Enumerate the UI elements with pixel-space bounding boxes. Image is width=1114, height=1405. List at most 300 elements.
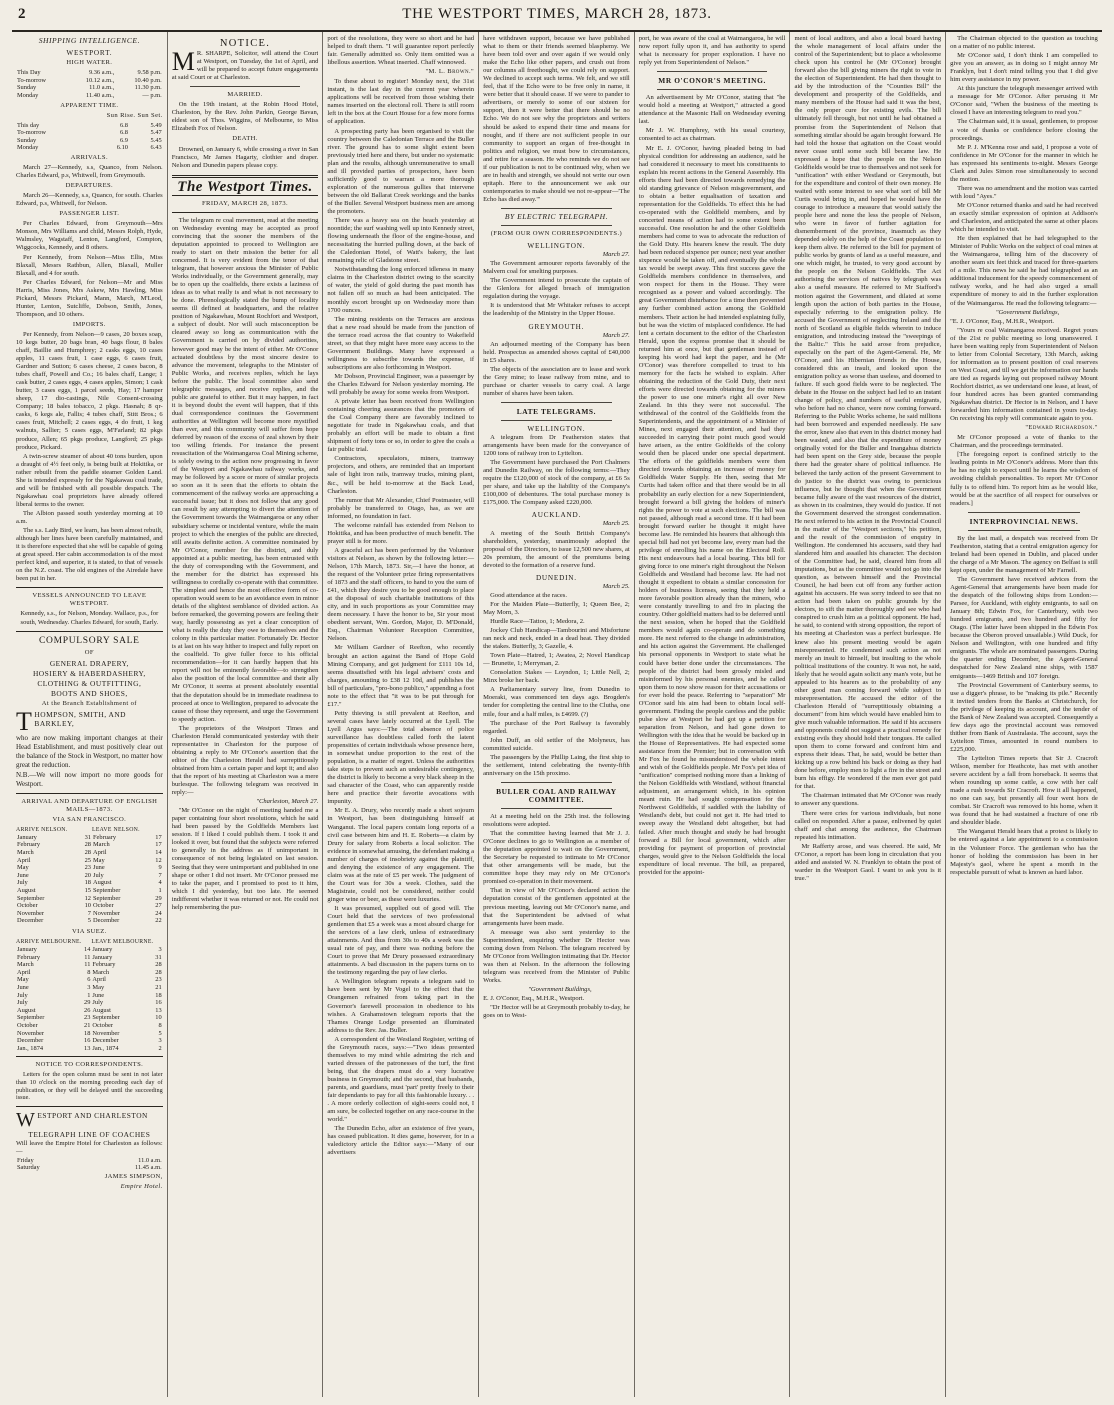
table-cell: June bbox=[93, 864, 105, 872]
article-paragraph: port, he was aware of the coal at Waimangaroa, he will now report fully upon it, and has authority to spend what is necessary for proper exploration. I have no reply yet from Superintendent of Nelson." bbox=[638, 35, 786, 67]
correspondents-text: Letters for the open column must be sent in not later than 10 o'clock on the morning preceding each day of publication, or they will be delayed until the succeeding issue. bbox=[16, 1071, 163, 1102]
table-cell: 3 bbox=[87, 984, 91, 992]
news-paragraph: A prospecting party has been organised to visit the country between the Caledonian Terrace and the Buller river. The ground has to some slight extent been previously tried here and there, but under no systematic plan and the results, although unremunerative to small and ill provided parties of prospectors, have been sufficiently good to warrant a more thorough exploration of the numerous gullies that intervene between the old Ballarat Creek workings and the banks of the Buller. Several Westport business men are among the promoters. bbox=[327, 127, 475, 215]
table-cell: February bbox=[17, 841, 41, 849]
table-row bbox=[16, 917, 163, 925]
table-row bbox=[16, 1030, 163, 1038]
table-cell: March bbox=[93, 841, 110, 849]
table-row bbox=[16, 999, 163, 1007]
table-row bbox=[16, 84, 163, 92]
table-cell: 28 bbox=[84, 849, 91, 857]
table-cell: This Day bbox=[17, 69, 41, 77]
table-cell: August bbox=[93, 879, 112, 887]
table-cell: May bbox=[92, 984, 105, 992]
table-cell: Jan., 1874 bbox=[17, 1044, 44, 1052]
news-paragraph: Petty thieving is still prevalent at Reefton, and several cases have lately occurred at the Lyell. The Lyell Argus says:—The total absence of police surveillance has doubtless called forth the latent propensities of certain individuals whose presence here, in somewhat undue proportion to the rest of the population, is a matter of regret. Unless the authorities take steps to prevent such an undesirable contingency, the district is likely to become a very black sheep in the sad character of the Coast, who can apparently reside here and practice their favorite avocations with impunity. bbox=[327, 709, 475, 806]
wellington-date: March 27. bbox=[602, 251, 630, 259]
auckland-heading: AUCKLAND. bbox=[531, 511, 582, 520]
sale-at: At the Branch Establishment of bbox=[41, 699, 137, 707]
gov-buildings: "Government Buildings, bbox=[995, 308, 1060, 316]
table-cell: 6.9 bbox=[119, 136, 128, 144]
greymouth-heading: GREYMOUTH. bbox=[528, 322, 585, 331]
table-cell: December bbox=[93, 917, 120, 925]
table-cell: 9.36 a.m., bbox=[88, 69, 115, 77]
divider bbox=[501, 225, 612, 226]
meeting-paragraph: The Chairman intimated that Mr O'Conor was ready to answer any questions. bbox=[794, 792, 942, 808]
table-cell: April bbox=[17, 856, 31, 864]
coach-heading-text: ESTPORT AND CHARLESTON bbox=[37, 1110, 148, 1120]
notice-heading: NOTICE. bbox=[219, 38, 271, 49]
coach-body: Will leave the Empire Hotel for Charleston as follows:— bbox=[16, 1139, 163, 1155]
table-cell: 28 bbox=[84, 841, 91, 849]
divider bbox=[657, 71, 768, 72]
table-cell: 25 bbox=[84, 856, 91, 864]
table-cell: July bbox=[92, 999, 104, 1007]
imports-heading: IMPORTS. bbox=[72, 320, 106, 328]
table-cell: December bbox=[17, 917, 44, 925]
meeting-paragraph: Mr O'Conor returned thanks and said he had received an exactly similar expression of opinion at Addison's and Charleston, and anticipated the same at other places which he intended to visit. bbox=[950, 201, 1098, 234]
table-row bbox=[16, 872, 163, 880]
dunedin-paragraph: Jockey Club Handicap—Tambourini and Misfortune ran neck and neck, ended in a dead heat. They divided the stakes. Butterfly, 3; Gazelle, 4. bbox=[483, 627, 630, 651]
table-cell: 10 bbox=[155, 1014, 162, 1022]
news-paragraph: The rumor that Mr Alexander, Chief Postmaster, will probably be transferred to Otago, has, as we are informed, no foundation in fact. bbox=[327, 496, 475, 520]
table-cell: June bbox=[17, 871, 29, 879]
table-row bbox=[16, 92, 163, 100]
table-cell: July bbox=[17, 879, 28, 887]
table-cell: Sunday bbox=[17, 136, 37, 144]
table-cell: September bbox=[93, 894, 121, 902]
table-cell: April bbox=[17, 968, 31, 976]
table-cell: June bbox=[17, 984, 29, 992]
sale-nb: N.B.—We will now import no more goods for Westport. bbox=[16, 770, 163, 788]
divider bbox=[657, 89, 768, 90]
wellington-paragraph: The Government armourer reports favorably of the Malvern coal for smelting purposes. bbox=[483, 260, 630, 276]
table-cell: 6 bbox=[87, 976, 91, 984]
table-cell: 8 bbox=[158, 1022, 162, 1029]
death-text: Drowned, on January 6, while crossing a river in San Francisco, Mr James Hagarty, clothier and draper. Nelson and Dunedin papers please copy. bbox=[171, 145, 319, 169]
table-row bbox=[16, 864, 163, 872]
table-cell: February bbox=[17, 953, 41, 961]
shipping-note: The s.s. Lady Bird, we learn, has been almost rebuilt, although her lines have been carefully maintained, and it is therefore expected that she will be capable of going at great speed. Her cabin accommodation is of the most perfect kind, and superior, it is stated, to that of vessels on the N.Z. coast. The old engines of the Airedale have been put in her. bbox=[16, 527, 163, 583]
table-cell: 11.0 a.m., bbox=[89, 84, 115, 92]
table-cell: 1 bbox=[87, 991, 91, 999]
table-cell: January bbox=[92, 946, 113, 954]
editorial-paragraph: The telegram re coal movement, read at the meeting on Wednesday evening may be accepted as proof convincing that the sooner the members of the deputation appointed to proceed to Wellington are ready to start on their mission the better for all concerned. It is very evident from the tenor of that telegram, that however anxious the Minister of Public Works individually, or the Government generally, may be to open up the coalfields, there exists a laziness of ideas as to what really is and what is not necessary to be done. Phrenologically stated the bump of locality seems ill defined at headquarters, and the relative position of Ngakawhau, Mount Rochfort and Westport, a subject of doubt. Nor will such misconception be cleared away so long as communication with the Government is carried on by divided authorities, however good may be the intent of either. Mr O'Conor actuated doubtless by the most sincere desire to advance the movement, telegraphs to the Minister of Public Works, and receives replies, which he lays before the public. The local committee also send telegraphic messages, and receive replies, and the public are grateful to either. But it may happen, in fact it is beyond doubt the event will happen, that if this dual correspondence continues the Government authorities at Wellington will become more mystified than ever, and this community will suffer from hope deferred by reason of the excess of zeal shown by their too willing friends. For instance the present resuscitation of the Waimangaroa Coal Mining scheme, is solely owing to the action now progressing in favor of the Westport and Ngakawhau railway works, and may be followed by a score or more of similar projects so soon as it is seen that the efforts to obtain the commencement of the railway works are approaching a successful issue; but it does not follow that any good can result by any attempting to divert the attention of the Government towards the Waimangaroa or any other subsidiary scheme or incidental venture, while the main project to which the energies of the public are directed, still awaits definite action. A committee nominated by Mr O'Conor, member for the district, and duly appointed at a public meeting, has been entrusted with the duty of corresponding with the Government, and the member for the district has expressed his willingness to cordially co-operate with that committee. The simplest and hence the most effective form of co-operation would seem to be an avoidance even in minor details of the slightest semblance of divided action. As before remarked, the governing powers are feeling their way, hardly possessing as yet a clear conception of what is really the duty they owe to themselves and the colony in this particular matter. Fortunately Dr. Hector is at last on his way hither to inspect and fully report on the coalfield. To give fuller force to his official recommendation—for it can hardly happen that his report will not be eminently favorable—to strengthen also the position of the local committee and their ally Mr O'Conor, it seems at present absolutely essential that the deputation should be in immediate readiness to proceed at once to Wellington, prepared to advocate the cause of those they represent, and urge the Government to speedy action. bbox=[171, 216, 319, 723]
table-cell: April bbox=[93, 849, 107, 857]
table-cell: 9.58 p.m. bbox=[137, 69, 162, 77]
table-cell: 6.8 bbox=[119, 121, 128, 129]
mails-col-header: ARRIVE MELBOURNE. bbox=[16, 939, 82, 946]
table-cell: 7 bbox=[87, 909, 91, 917]
notice-ad bbox=[172, 50, 319, 82]
notice-initial: M bbox=[171, 50, 195, 77]
table-cell: This day bbox=[17, 121, 40, 129]
news-paragraph: Mr E. A. Drury, who recently made a short sojourn in Westport, has been distinguishing himself at Wanganui. The local papers contain long reports of a civil case between him and H. E. Roberts—a claim by Drury for salary from Roberts a local solicitor. The evidence in somewhat amusing, the defendant making a number of charges of insobriety against the plaintiff, and denying the existence of any engagement. The claim was at the rate of £5 per week. The judgment of the Court was for 30s a week. Clothes, said the Magistrate, could not be considered, neither could ginger wine or beer, as these were luxuries. bbox=[327, 807, 475, 903]
table-cell: 20 bbox=[84, 871, 91, 879]
dunedin-paragraph: John Duff, an old settler of the Molyneux, has committed suicide. bbox=[483, 736, 630, 752]
masthead bbox=[12, 6, 1102, 32]
columns bbox=[12, 32, 1102, 1397]
editorial-paragraph: The proprietors of the Westport Times and Charleston Herald communicated yesterday with their representative in Charleston for the purpose of obtaining a reply to Mr O'Conor's assertion that the editor of the Charleston Herald had surreptitiously obtained from him a certain paper and kept it; and also that the report of his meeting at Charleston was a mere burlesque. The following telegram was received in reply:— bbox=[171, 724, 319, 797]
gov-addressee: E. J. O'Conor, Esq., M.H.R., Westport. bbox=[483, 995, 585, 1003]
mails-heading: ARRIVAL AND DEPARTURE OF ENGLISH MAILS—1873. bbox=[21, 797, 158, 813]
table-cell: September bbox=[92, 1014, 120, 1022]
meeting-paragraph: The Chairman said, it is usual, gentlemen, to propose a vote of thanks or confidence before closing the proceedings. bbox=[950, 118, 1098, 142]
sale-firm-initial: T bbox=[16, 709, 33, 733]
divider bbox=[16, 587, 163, 588]
correspondents-heading: NOTICE TO CORRESPONDENTS. bbox=[35, 1061, 144, 1069]
vessels-heading: VESSELS ANNOUNCED TO LEAVE WESTPORT. bbox=[32, 592, 147, 608]
table-cell: 17 bbox=[155, 833, 162, 841]
telegram-date: "Charleston, March 27. bbox=[256, 798, 319, 806]
table-cell: 14 bbox=[84, 946, 91, 954]
table-cell: 10 bbox=[84, 902, 91, 910]
table-cell: To-morrow bbox=[17, 129, 47, 137]
divider bbox=[172, 212, 319, 213]
paper-nameplate: The Westport Times. bbox=[177, 178, 313, 195]
table-cell: 22 bbox=[155, 917, 162, 925]
table-cell: December bbox=[92, 1037, 119, 1045]
table-cell: July bbox=[93, 871, 104, 879]
table-row bbox=[16, 857, 163, 865]
table-cell: 1 bbox=[158, 887, 162, 894]
table-cell: November bbox=[17, 1029, 44, 1037]
table-row bbox=[16, 137, 163, 145]
meeting-paragraph: There was no amendment and the motion was carried with loud "Ayes." bbox=[950, 184, 1098, 200]
table-cell: 14 bbox=[155, 849, 162, 857]
table-cell: August bbox=[92, 1006, 111, 1014]
table-cell: 23 bbox=[84, 864, 91, 872]
sale-body: who are now making important changes at their Head Establishment, and must positively clear out the balance of the Stock in Westport, no matter how great the reduction. bbox=[16, 733, 163, 769]
gov-telegram: "Dr Hector will be at Greymouth probably to-day, he goes on to West- bbox=[483, 1004, 630, 1020]
interprovincial-paragraph: The Lyttelton Times reports that Sir J. Cracroft Wilson, member for Heathcote, has met with another severe accident by a fall from horseback. It seems that when rounding up some cattle, a cow with her calf made a rush towards Sir Cracroft. How it all happened, no one can say, but presently all four went hors de combat. Sir Cracroft was removed to his home, when it was found that he had sustained a fracture of one rib and shoulder blade. bbox=[950, 754, 1098, 827]
meeting-paragraph: Mr Rafferty arose, and was cheered. He said, Mr O'Conor, a report has been long in circulation that you aided and assisted W. N. Franklyn to obtain the post of warder in the Westport Gaol. I want to ask you is it true." bbox=[794, 842, 942, 882]
table-cell: 31 bbox=[155, 953, 162, 961]
departures-text: March 26—Kennedy, s.s, Quanco, for south. Charles Edward, p.s, Whitwell, for Nelson. bbox=[16, 192, 163, 208]
table-row bbox=[16, 122, 163, 130]
death-heading: DEATH. bbox=[232, 135, 258, 143]
table-cell: 31 bbox=[84, 833, 91, 841]
table-row bbox=[16, 910, 163, 918]
coach-times bbox=[16, 1157, 163, 1172]
divider bbox=[501, 808, 612, 809]
sale-line: HOSIERY & HABERDASHERY, bbox=[32, 668, 146, 678]
auckland-date: March 25. bbox=[602, 520, 630, 528]
coach-signature: JAMES SIMPSON, bbox=[104, 1173, 163, 1181]
shipping-note: A twin-screw steamer of about 40 tons burden, upon a draught of 4½ feet only, is being built at Hokitika, or rather rebuilt from the paddle steamer Golden Land. She is intended expressly for the Ngakawau coal trade, and will be finished with all possible despatch. The Ngakawhau coal proprietors have already offered liberal terms to the owner. bbox=[16, 452, 163, 508]
news-paragraph: Mr William Gardner of Reefton, who recently brought an action against the Band of Hope Gold Mining Company, and got judgment for £111 10s 1d, seems dissatisfied with his legal advisers' costs and charges, amounting to £38 12 10d, and publishes the bill of particulars, "pro-bono publico," appending a foot note to the effect that "it was to be put through for £17." bbox=[327, 644, 475, 708]
table-cell: January bbox=[17, 946, 37, 954]
auckland-paragraph: A meeting of the South British Company's shareholders, yesterday, unanimously adopted the proposal of the Directors, to issue 12,500 new shares, at 20s premium, the amount of the premiums being devoted to the formation of a reserve fund. bbox=[483, 529, 630, 569]
table-cell: 7 bbox=[158, 871, 162, 879]
news-paragraph: Notwithstanding the long enforced idleness in many claims in the Charleston district owing to the scarcity of water, the yield of gold during the past month has not fallen off so much as had been anticipated. The monthly escort brought up on Wednesday more than 1700 ounces. bbox=[327, 266, 475, 314]
table-row bbox=[16, 984, 163, 992]
table-cell: May bbox=[17, 864, 29, 872]
telegram-text: "Yours re coal Waimangaroa received. Regret yours of the 21st re public meeting so long unanswered. I have been waiting reply from Superintendent of Nelson to letter from Colonial Secretary, 13th March, asking for information as to present position of coal reserves on West Coast, and till we get the information our hands are tied as regards laying out proposed railway Mount Rochfort district, as we understand one lease, at least, of four hundred acres has been granted commanding Ngakawhau district. Dr Hector is in Nelson, and I have forwarded him information contained in yours to-day. On receiving his reply will communicate again to you. bbox=[950, 326, 1098, 423]
table-cell: 16 bbox=[155, 999, 162, 1007]
married-text: On the 19th instant, at the Robin Hood Hotel, Charleston, by the Rev. John Parkin, George Bavan, eldest son of Thos. Wiggins, of Melbourne, to Miss Elizabeth Fox of Nelson. bbox=[171, 101, 319, 133]
table-cell: 28 bbox=[155, 961, 162, 969]
sale-line: CLOTHING & OUTFITTING, bbox=[37, 678, 142, 688]
apparent-time-heading: APPARENT TIME. bbox=[60, 101, 119, 109]
mails-sf-heading: VIA SAN FRANCISCO. bbox=[52, 815, 127, 823]
news-paragraph: To these about to register! Monday next, the 31st instant, is the last day in the current year wherein applications will be received from those wishing their names inserted on the electoral roll. There is still room left in the box at the Court House for a few more forms of application. bbox=[327, 78, 475, 126]
shipping-heading: SHIPPING INTELLIGENCE. bbox=[38, 36, 140, 45]
table-cell: April bbox=[92, 976, 106, 984]
table-row bbox=[16, 946, 163, 954]
table-cell: 3 bbox=[158, 1037, 162, 1045]
divider bbox=[172, 175, 319, 178]
table-row bbox=[16, 1157, 163, 1165]
sale-firm bbox=[16, 710, 163, 733]
table-cell: 13 bbox=[155, 1006, 162, 1014]
table-row bbox=[16, 841, 163, 849]
table-cell: November bbox=[93, 909, 120, 917]
table-cell: October bbox=[17, 1022, 38, 1029]
table-cell: 11.30 p.m. bbox=[134, 84, 162, 92]
passenger-item: Per Charles Edward, from Greymouth—Mrs Monson, Mrs Williams and child, Messrs Rolph, Hyde, Walmsley, Wagstaff, Lenton, Langford, Compton, Wiggcocks, Kennedy, and 8 others. bbox=[16, 220, 163, 252]
high-water-heading: HIGH WATER. bbox=[66, 59, 113, 67]
buller-paragraph: A message was also sent yesterday to the Superintendent, enquiring whether Dr Hector was coming down from Nelson. The telegram received by Mr O'Conor from Wellington intimating that Dr. Hector was then at Nelson. In the afternoon the following telegram was received from the Minister of Public Works. bbox=[483, 928, 630, 984]
meeting-paragraph: He then explained that he had telegraphed to the Minister of Public Works on the subject of coal mines at the Waimangaroa, telling him of the discovery of another seam six feet thick and traced for three-quarters of a mile. This news he said he had telegraphed as an additional inducement for the speedy commencement of railway works, and he had also urged a small expenditure of money to aid in the further exploration of the Waimangaroa. He read the following telegram:— bbox=[950, 235, 1098, 307]
news-paragraph: A Wellington telegram repeats a telegram said to have been sent by Mr Vogel to the effect that the Orangemen refrained from taking part in the Governor's farewell procession in obedience to his wishes. A Grahamstown telegram reports that the Thames Orange Lodge presented an illuminated address to the Rev. Jas. Buller. bbox=[327, 978, 475, 1034]
table-cell: 3 bbox=[158, 946, 162, 954]
table-cell: 6.10 bbox=[116, 144, 128, 152]
meeting-heading: MR O'CONOR'S MEETING. bbox=[658, 76, 766, 86]
dunedin-paragraph: Town Plate—Hatred, 1; Awatea, 2; Novel Handicap — Brunette, 1; Merryman, 2. bbox=[483, 652, 630, 668]
editor-note: [The foregoing report is confined strictly to the leading points in Mr O'Conor's address. More than this he has no right to expect until he learns the wisdom of avoiding childish personalities. To report Mr O'Conor fully is to offend him. To report him as he would like, would be at the sacrifice of all respect for ourselves or readers.] bbox=[950, 451, 1098, 507]
column-4 bbox=[479, 32, 635, 1397]
table-row bbox=[16, 992, 163, 1000]
notice-body: R. SHARPE, Solicitor, will attend the Court at Westport, on Tuesday, the 1st of April, and will be prepared to accept future engagements at said Court or at Charleston. bbox=[171, 50, 319, 82]
table-row bbox=[16, 1014, 163, 1022]
meeting-paragraph: Mr O'Conor said, I don't think I am compelled to give you an answer, as in doing so I might annoy Mr Franklyn, but I don't mind telling you that I did give him every assistance in my power. bbox=[950, 52, 1098, 84]
greymouth-paragraph: The objects of the association are to lease and work the Grey mine; to lease railway from mine, and to purchase or charter vessels to carry coal. A large number of shares have been taken. bbox=[483, 365, 630, 397]
table-row bbox=[16, 1045, 163, 1053]
table-cell: 21 bbox=[155, 984, 162, 992]
table-cell: 5.49 bbox=[150, 121, 162, 129]
article-paragraph: Mr O'Conor proposed a vote of thanks to the Chairman, and the proceedings terminated. bbox=[950, 434, 1098, 450]
table-row bbox=[16, 954, 163, 962]
news-paragraph: A private letter has been received from Wellington containing cheering assurances that the promoters of the Coal Company there are favorably inclined to negotiate for trade in Ngakawhau coals, and that probably an effort will be made to obtain a first shipment of forty tons or so, in order to give the coals a fair public trial. bbox=[327, 398, 475, 454]
table-cell: March bbox=[92, 968, 110, 976]
telegraph-heading: BY ELECTRIC TELEGRAPH. bbox=[504, 211, 608, 221]
divider bbox=[968, 530, 1080, 531]
table-row bbox=[16, 129, 163, 137]
news-paragraph: The mining residents on the Terraces are anxious that a new road should be made from the junction of the terrace road across the flat country to Wakefield street, so that they might have more easy access to the Government Buildings. Many have expressed a willingness to subscribe towards the expense, if subscriptions are also forthcoming in Westport. bbox=[327, 315, 475, 371]
table-cell: 8 bbox=[87, 968, 91, 976]
table-row bbox=[16, 1022, 163, 1030]
meeting-paragraph: Mr P. J. M'Kenna rose and said, I propose a vote of confidence in Mr O'Conor for the manner in which he has expressed his sentiments to-night. Messrs George Clark and Jules Simon rose simultaneously to second the motion. bbox=[950, 143, 1098, 183]
passenger-item: Per Kennedy, from Nelson—Miss Ellis, Miss Blaxall, Messrs Rathbun, Allen, Blaxall, Muller Blaxall, and 4 for south. bbox=[16, 253, 163, 277]
table-cell: Friday bbox=[17, 1156, 34, 1164]
mails-col-header: LEAVE NELSON. bbox=[92, 826, 140, 833]
table-cell: 13 bbox=[84, 1044, 91, 1052]
buller-paragraph: At a meeting held on the 25th inst. the following resolutions were adopted. bbox=[483, 812, 630, 829]
table-cell: To-morrow bbox=[17, 76, 47, 84]
table-row bbox=[16, 976, 163, 984]
table-cell: October bbox=[92, 1022, 114, 1029]
married-heading: MARRIED. bbox=[227, 91, 263, 99]
table-cell: October bbox=[93, 902, 114, 910]
sale-of: OF bbox=[84, 648, 94, 656]
divider bbox=[501, 402, 612, 403]
dunedin-heading: DUNEDIN. bbox=[535, 573, 577, 582]
dunedin-paragraph: The purchase of the Port Railway is favorably regarded. bbox=[483, 719, 630, 735]
coach-heading bbox=[16, 1111, 163, 1129]
meeting-paragraph: The Chairman objected to the question as touching on a matter of no public interest. bbox=[950, 35, 1098, 51]
table-row bbox=[16, 69, 163, 77]
table-cell: 29 bbox=[84, 999, 91, 1007]
table-cell: June bbox=[92, 991, 105, 999]
table-cell: 5 bbox=[158, 1029, 162, 1037]
table-row bbox=[16, 887, 163, 895]
table-cell: August bbox=[17, 887, 36, 894]
arrivals-heading: ARRIVALS. bbox=[70, 153, 109, 161]
table-cell: Monday bbox=[17, 91, 39, 99]
late-paragraph: A telegram from Dr Featherston states that arrangements have been made for the conveyance of 1200 tons of railway iron to Lyttelton. bbox=[483, 434, 630, 458]
table-cell: 17 bbox=[155, 841, 162, 849]
table-cell: February bbox=[93, 833, 117, 841]
table-cell: 23 bbox=[84, 1014, 91, 1022]
meeting-paragraph: Mr J. W. Humphrey, with his usual courtesy, consented to act as chairman. bbox=[638, 127, 786, 143]
table-cell: 6.8 bbox=[119, 129, 128, 137]
interprovincial-paragraph: The Government have received advices from the Agent-General that arrangements have been made for the despatch of the following ships from London:—Parsee, for Auckland, with eighty emigrants, to sail on January 8th; Edwin Fox, for Canterbury, with two hundred emigrants, and two hundred and fifty for Otago. (The latter have been shipped in the Edwin Fox because the Oberon proved unsailable.) Wild Duck, for Nelson and Wellington, with one hundred and fifty emigrants. The whole are nominated passengers. During the quarter ending December, the Agent-General despatched for New Zealand nine ships, with 1587 emigrants—1469 British and 107 foreign. bbox=[950, 575, 1098, 680]
table-cell: September bbox=[17, 894, 45, 902]
table-cell: 15 bbox=[84, 887, 91, 894]
table-cell: October bbox=[17, 902, 38, 910]
table-cell: July bbox=[17, 991, 28, 999]
table-row bbox=[16, 895, 163, 903]
table-cell: January bbox=[17, 833, 37, 841]
divider bbox=[172, 195, 319, 196]
column-7 bbox=[946, 32, 1102, 1397]
passenger-item: Per Charles Edward, for Nelson—Mr and Miss Harris, Miss Jones, Mrs Askew, Mrs Hawling, Miss Pickard, Messrs Pickard, Mann, March, M'Leod, Hunter, Lenton, Sutcliffe, Dobson, Smith, Jones, Thompson, and 10 others. bbox=[16, 278, 163, 318]
telegram-signature: "Edward Richardson." bbox=[1025, 424, 1098, 432]
greymouth-date: March 27. bbox=[602, 331, 630, 339]
shipping-note: The Albion passed south yesterday morning at 10 a.m. bbox=[16, 509, 163, 525]
table-cell: Jan., 1874 bbox=[92, 1044, 119, 1052]
table-cell: 27 bbox=[155, 902, 162, 910]
table-cell: 9 bbox=[158, 864, 162, 872]
vessels-text: Kennedy, s.s., for Nelson, Monday. Wallace, p.s., for south, Wednesday. Charles Edward, for south, Early. bbox=[20, 610, 159, 626]
table-cell: 10.12 a.m., bbox=[85, 76, 115, 84]
news-paragraph: The Dunedin Echo, after an existence of five years, has ceased publication. It dies game, however, for in a valedictory article the Editor says:—"Many of our advertisers bbox=[327, 1125, 475, 1157]
table-cell: 12 bbox=[155, 856, 162, 864]
wellington-paragraph: It is understood that Mr Whitaker refuses to accept the leadership of the Ministry in the Upper House. bbox=[483, 302, 630, 318]
sun-table bbox=[16, 122, 163, 152]
news-paragraph: A correspondent of the Westland Register, writing of the Greymouth races, says:—"Two ideas presented themselves to my mind while admiring the rich and varied dresses of the patronesses of the turf, the first being, that the drapers must do a very lucrative business in Greymouth; and the second, that husbands, parents, and guardians, must 'part' pretty freely to their fair dependants to pay for all this fashionable luxury. . . . A more orderly collection of sight-seers could not, I am sure, be collected together on any race-course in the world." bbox=[327, 1035, 475, 1124]
divider bbox=[16, 1106, 163, 1107]
meeting-paragraph: ment of local auditors, and also a local board having the whole management of local affairs under the control of the Superintendent; but to place a wholesome check upon his control he (Mr O'Conor) brought forward also the bill giving miners the right to vote in the election of Superintendent. He had then thought to aid by the introduction of the "Counties Bill" the development and prosperity of the Goldfields, and many members of the House had said it was the best, the only proper cure for existing evils. The bill ultimately fell through, but not until he had obtained a promise from the Superintendent of Nelson that something similar should be again brought forward. He had told the house that agitation on the Coast would never cease until some such bill became law. He expressed a hope that the people on the Nelson Goldfields would be true to themselves and not seek for "unification" with either Westland or Greymouth, but for the expenditure and control of their own money. He waited with some interest to see what sort of bill Mr Curtis would bring in, and hoped he would have the courage to introduce a measure that would satisfy the people here and none the less the people of Nelson, who were in favor of further agitation for dismemberment of the province, inasmuch as they depended solely on the help of the Coast population to keep them alive. He referred to the bill for payment of public works by grants of land as a useful measure, and one which might, he trusted, to very good account by the people on the Nelson Goldfields. The Act authorising the services of natives by telegraph was also a useful measure. He referred to Mr Stafford's motion against the Government, and dilated at some length upon the action of both parties in the House, especially referring to the emigration policy. He accused the Government of neglecting Ireland and the north of Scotland as eligible fields wherein to induce emigration, and introducing instead the "sweepings of the Baltic." This he said arose from prejudice, especially on the part of the Agent-General. He, Mr O'Conor, and his Hibernian friends in the House, considered this an insult, and looked upon the emigration policy as worse than useless, and doomed to failure. If such good fields were to be neglected. The debate in the House on the subject had led to an instant change of policy, and numbers of useful emigrants, who before had no chance, were now coming forward. Referring to the Public Works scheme, he said millions had been borrowed and expended needlessly. He saw the error, knew also that even in this district money had been wasted, and also that the expenditure of money originally voted for the Buller and Inangahua districts had been spent on the Grey side, because the people there had the greater share of political influence. He believed the tardy action of the present Government to do justice to the district was owing to pernicious influence, but he thought that when the Government became fully aware of the vast resources of the district, as shown in its coalmines, they would do justice. If not the Government deserved the strongest condemnation. He next referred to his action in the Provincial Council in the matter of the "Westport sections," his petition, and the result of the commission of enquiry in Wellington. He condemned his accusers, said they had slandered him and assailed his character. The decision of the Committee had, he said, cleared him from all imputations, but as the committee would not go into the question, as between himself and the Provincial Council, he had been cut off from any further action against his accusers. He was sorry indeed to see that no action had been taken on public grounds by the electors, to sift the matter thoroughly and see who had conspired to crush him as a political opponent. He had, he said, to contend with strong opposition, the report of his meeting at Charleston was a perfect burlesque. He knew also his present meeting would be again misrepresented. He condemned such action as not merely an insult to himself, but insulting to the whole political institutions of the country. It was not, he said, likely that he would again solicit any man's vote, but he appealed to his hearers as to the probability of any other good man coming forward while subject to misrepresentation. He accused the editor of the Charleston Herald of "surreptitiously obtaining a document" from him which would have enabled him to give much valuable information. He said if his accusers and opponents could not suggest a practical remedy for existing evils they should hold their tongues. He called upon them to come forward and confront him and express their ideas. That, he said, would be better than kicking up a row behind his back or doing as they had done before, employ men to light a fire in the street and burn his effigy. He wondered if the men ever got paid for that. bbox=[794, 35, 942, 791]
table-cell: 18 bbox=[155, 991, 162, 999]
coach-signature-place: Empire Hotel. bbox=[120, 1183, 163, 1191]
table-row bbox=[16, 902, 163, 910]
meeting-paragraph: There were cries for various individuals, but none called on responded. After a pause, enlivened by quiet chaff and chat among the audience, the Chairman repeated his intimation. bbox=[794, 809, 942, 841]
divider bbox=[16, 793, 163, 794]
table-cell: July bbox=[17, 999, 28, 1007]
table-cell: 11 bbox=[84, 953, 91, 961]
divider bbox=[501, 420, 612, 421]
page-number: 2 bbox=[18, 6, 26, 22]
table-cell: 5 bbox=[87, 917, 91, 925]
table-cell: 2 bbox=[158, 1044, 162, 1052]
table-cell: 24 bbox=[155, 909, 162, 917]
buller-heading: BULLER COAL AND RAILWAY COMMITTEE. bbox=[496, 786, 617, 804]
table-cell: August bbox=[17, 1006, 36, 1014]
table-cell: — p.m. bbox=[142, 91, 162, 99]
table-cell: Saturday bbox=[17, 1164, 40, 1172]
table-cell: 29 bbox=[155, 894, 162, 902]
meeting-paragraph: An advertisement by Mr O'Conor, stating that "he would hold a meeting at Westport," attracted a good attendance at the Masonic Hall on Wednesday evening last. bbox=[638, 94, 786, 126]
divider bbox=[190, 86, 301, 87]
sale-line: GENERAL DRAPERY, bbox=[49, 658, 129, 668]
news-paragraph: Contractors, speculators, miners, tramway projectors, and others, are reminded that an important sale of light iron rails, tramway trucks, mining plant, &c., will be held to-morrow at the Back Lead, Charleston. bbox=[327, 455, 475, 495]
table-cell: 6.43 bbox=[150, 144, 162, 152]
news-paragraph: There was a heavy sea on the beach yesterday at noontide; the surf washing well up into Kennedy street, flowing underneath the floor of the engine-house, and necessitating the hurried pulling down, at the back of the Caledonian Hotel, of Watt's bakery, the last remaining relic of Gladstone street. bbox=[327, 217, 475, 265]
interprovincial-paragraph: The Provincial Government of Canterbury seems, to use a digger's phrase, to be "making its pile." Recently it invited tenders from the Banks at Christchurch, for the privilege of keeping its account, and the tender of the Bank of New Zealand was accepted. Consequently a few days ago the provincial account was removed thither from Bank of Australasia. The account, says the Lyttelton Times, amounted in round numbers to £225,000. bbox=[950, 681, 1098, 753]
telegram-text: "Mr O'Conor on the night of meeting handed me a paper containing four short resolutions, which he said had been passed by the Goldfields Members last session. If I liked I could publish them. I took it and looked it over, but found that the subjects were referred to generally in the address as if unimportant in consequence of not being legislated on last session. Seeing that they were unimportant and published in one shape or other I did not insert. Mr O'Conor pressed me to take the paper, and I promised to post to it him, which I did yesterday, but too late. He seemed indifferent whether it was returned or not. He could not help remembering the pur- bbox=[171, 807, 319, 911]
table-cell: 11 bbox=[84, 961, 91, 969]
wellington-paragraph: The Government intend to prosecute the captain of the Glenlora for alleged breach of immigration regulation during the voyage. bbox=[483, 277, 630, 301]
table-cell: 11.40 a.m., bbox=[85, 91, 115, 99]
column-5 bbox=[635, 32, 791, 1397]
table-cell: May bbox=[93, 856, 105, 864]
column-3 bbox=[323, 32, 479, 1397]
table-cell: 4 bbox=[158, 879, 162, 887]
port-heading: WESTPORT. bbox=[66, 49, 113, 58]
sun-heading: Sun Rise. Sun Set. bbox=[106, 111, 163, 119]
mails-suez-heading: VIA SUEZ. bbox=[71, 927, 107, 935]
buller-paragraph: That the committee having learned that Mr J. J. O'Conor declines to go to Wellington as a member of the deputation appointed to wait on the Government, the Secretary be requested to intimate to Mr O'Conor that other arrangements will be made, but the committee hope they may rely on Mr O'Conor's promised co-operation in their movement. bbox=[483, 830, 630, 886]
arrivals-text: March 27—Kennedy, s.s, Quanco, from Nelson. Charles Edward, p.s, Whitwell, from Greymouth. bbox=[16, 164, 163, 180]
masthead-title: THE WESTPORT TIMES, MARCH 28, 1873. bbox=[402, 6, 712, 22]
news-paragraph: The welcome rainfall has extended from Nelson to Hokitika, and has been productive of much benefit. The prayer still is for more. bbox=[327, 521, 475, 545]
dunedin-paragraph: A Parliamentary survey line, from Dunedin to Moeraki, was commenced ten days ago. Brogden's tender for completing the central line to the Clutha, one mile, four and a half miles, is £4699. (?) bbox=[483, 686, 630, 718]
interprovincial-heading: INTERPROVINCIAL NEWS. bbox=[969, 516, 1079, 526]
high-water-table bbox=[16, 69, 163, 99]
article-paragraph: have withdrawn support, because we have published what to them or their friends seemed blasphemy. We have been told over and over again if we would only make the Echo like other papers, and crush out from our columns all freethought, we could rely on support. We declined to accept such terms. We felt, and we still feel, that if the Echo were to be free only in name, it were better that it should cease. If we were to pander to advertisers, or merely to some of our sixteen for support, then it were better that there should be no Echo. We do not see why the proprietors and writers should be asked to expend their time and means for nought, and if there are not sufficient people in our community to support an organ of free-thought in politics and religion, we must bow to circumstances, and retire for a season. He who reminds we do not see if our publication is not to be continued why, when we are in health and strength, we should not write our own epitaph. Here to the announcement we ask our contemporaries to make should we not re-appear—'The Echo has died away.'" bbox=[483, 35, 630, 203]
divider bbox=[501, 782, 612, 783]
table-row bbox=[16, 879, 163, 887]
column-2 bbox=[168, 32, 324, 1397]
table-cell: Sunday bbox=[17, 84, 37, 92]
table-cell: March bbox=[17, 849, 34, 857]
imports-text: Per Kennedy, from Nelson—9 cases, 20 boxes soap, 10 kegs butter, 20 bags bran, 40 bags flour, 8 bales chaff, Baillie and Humphrey; 2 casks eggs, 10 cases apples, 11 cases fruit, 1 case eggs, 6 cases fruit, Gardner and Sutton; 6 cases cheese, 2 cases bacon, 8 tubes chaff, Powell and Co.; 16 bales chaff, Lange; 1 cask butter, 2 cases eggs, 4 cases apples, Simon; 1 cask butter, 3 cases eggs, 1 parcel seeds, Hay; 17 hamper sheep, 17 dio-castings, Nile Consent-crossing Company; 18 bales tobacco, 2 pkgs. Hasnah; 8 qr-casks, 6 kegs ale, Fallis; 4 tubes chaff, Stitt Bros.; 6 cases fruit, Mitchell; 2 cases eggs, 4 do fruit, 1 keg walnuts, Sallier; 5 cases eggs, M'Farland; 82 pkgs produce, Allen; 65 pkgs produce, Langford; 25 pkgs produce, Pickard. bbox=[16, 330, 163, 451]
meeting-paragraph: Mr E. J. O'Conor, having pleaded being in bad physical condition for addressing an audience, said he had considered it necessary to meet his constituents to explain his recent actions in the General Assembly. His efforts there had been directed towards remedying the old standing grievance of Nelson misgovernment, and to obtain a better equalisation of taxation and representation for the Goldfields. To effect this he had co-operated with the Goldfield members, and by concerted means of action had to some extent been successful. One resolution he and the other Goldfields members had come to was to advocate the reduction of the Gold Duty. His hearers knew the result. The duty had been reduced sixpence per ounce; next year another sixpence would be taken off, and eventually the whole tax would be swept away. This first success gave the Goldfields members confidence in themselves, and won respect for them in the House. They were recognised as a power and valued accordingly. The great Government disturbance for a time then prevented any further combined action among the Goldfield members. Their action he had intended explaining fully, but he was the victim of misplaced confidence. He had lent a certain document to the editor of the Charleston Herald, upon the express promise that it should be returned him at once, but that gentleman instead of keeping his word had kept the paper, and he (Mr O'Conor) was therefore compelled to trust to his memory for the facts he wished to explain. After obtaining the reduction of the Gold Duty, their next efforts were directed towards obtaining for the miners the power to use one miner's right all over New Zealand. In this they were not successful. The withdrawal of the control of the Goldfields from the Superintendents, and the appointment of a Minister of Mines, next engaged their attention, and had they succeeded in carrying their point much good would have arisen, as the entire Goldfields of the colony would then be placed under one special department. The efforts of the goldfields members were then directed towards obtaining an increase of money for Goldfields Water Supply. He then, seeing that Mr Curtis had taken office and that there would be in all probability an early election for a new Superintendent, brought forward a bill giving the holders of miner's rights the power to vote at such elections. The bill was not passed, although read a second time. If it had been brought forward earlier he thought it might have become law. He reminded his hearers that although this special bill had not yet become law, every man had the privilege of enrolling his name on the Electoral Roll. His next endeavours had a local bearing. This bill for giving force to one miner's right throughout the Nelson Goldfields and Westland had become law. He had not thought it expedient to obtain a similar concession for holders of business licenses, seeing that they held a more favorable position already than the miners, who were constantly travelling to and fro in placing the country. Other goldfield matters had to be deferred until the next session, when he hoped that the Goldfield members would again co-operate and do something more. He next referred to the change in administration, and his action against the Government. He challenged his personal opponents in Westport to state what he could have better done under the circumstances. The people of the district had been grossly misled and misinformed by his personal enemies, and he called upon them to now show reason for their accusations or for ever hold the peace. Referring to "separation" Mr O'Conor said his aim had been to obtain local self-government. Finding the people careless and the public pulse slow at Westport he had got up a petition for separation from Nelson, and had gone down to Wellington with the idea that he would be backed up in the House of Representatives. He had expected some assistance from the Premier; but in conversation with Mr Fox he found he misunderstood the whole intent and wish of the Goldfields people. Mr Fox's pet idea of "unification" comprised nothing more than a linking of the Nelson Goldfields with Westland, without financial adjustment, an arrangement which, in his opinion meant ruin. He had sought compensation for the Northwest Goldfields, if saddled with the liability of Westland's debt, but could not get it. He had tried to sweep away the Westland debt altogether, but had failed. After much thought and study he had brought forward a Bill for local government, which after providing for payment of proportion of provincial charges, would give to the Nelson Goldfields the local expenditure of local revenue. The bill, as prepared, provided for the appoint- bbox=[638, 144, 786, 876]
paper-date: FRIDAY, MARCH 28, 1873. bbox=[201, 199, 289, 207]
gov-addressee: "E. J. O'Conor, Esq., M.H.R., Westport. bbox=[950, 317, 1054, 325]
dunedin-paragraph: For the Maiden Plate—Butterfly, 1; Queen Bee, 2; May Morn, 3. bbox=[483, 600, 630, 616]
table-cell: November bbox=[92, 1029, 120, 1037]
column-1 bbox=[12, 32, 168, 1397]
greymouth-paragraph: An adjourned meeting of the Company has been held. Prospectus as amended shows capital of £40,000 in £5 shares. bbox=[483, 340, 630, 364]
telegram-signature: "M. L. Brown." bbox=[425, 68, 475, 76]
gov-buildings: "Government Buildings, bbox=[528, 985, 592, 993]
passenger-heading: PASSENGER LIST. bbox=[59, 210, 120, 218]
table-cell: 18 bbox=[84, 1029, 91, 1037]
mails-col-header: LEAVE MELBOURNE. bbox=[91, 939, 154, 946]
table-row bbox=[16, 1164, 163, 1172]
divider bbox=[501, 208, 612, 209]
late-telegrams-heading: LATE TELEGRAMS. bbox=[516, 406, 597, 416]
departures-heading: DEPARTURES. bbox=[65, 182, 114, 190]
mails-col-header: ARRIVE NELSON. bbox=[16, 826, 68, 833]
sale-line: BOOTS AND SHOES, bbox=[50, 688, 128, 698]
coach-heading-initial: W bbox=[16, 1110, 36, 1129]
table-cell: 21 bbox=[84, 1022, 91, 1029]
dunedin-paragraph: Consolation Stakes — Loyndon, 1; Little Nell, 2; Minx broke her back. bbox=[483, 669, 630, 685]
